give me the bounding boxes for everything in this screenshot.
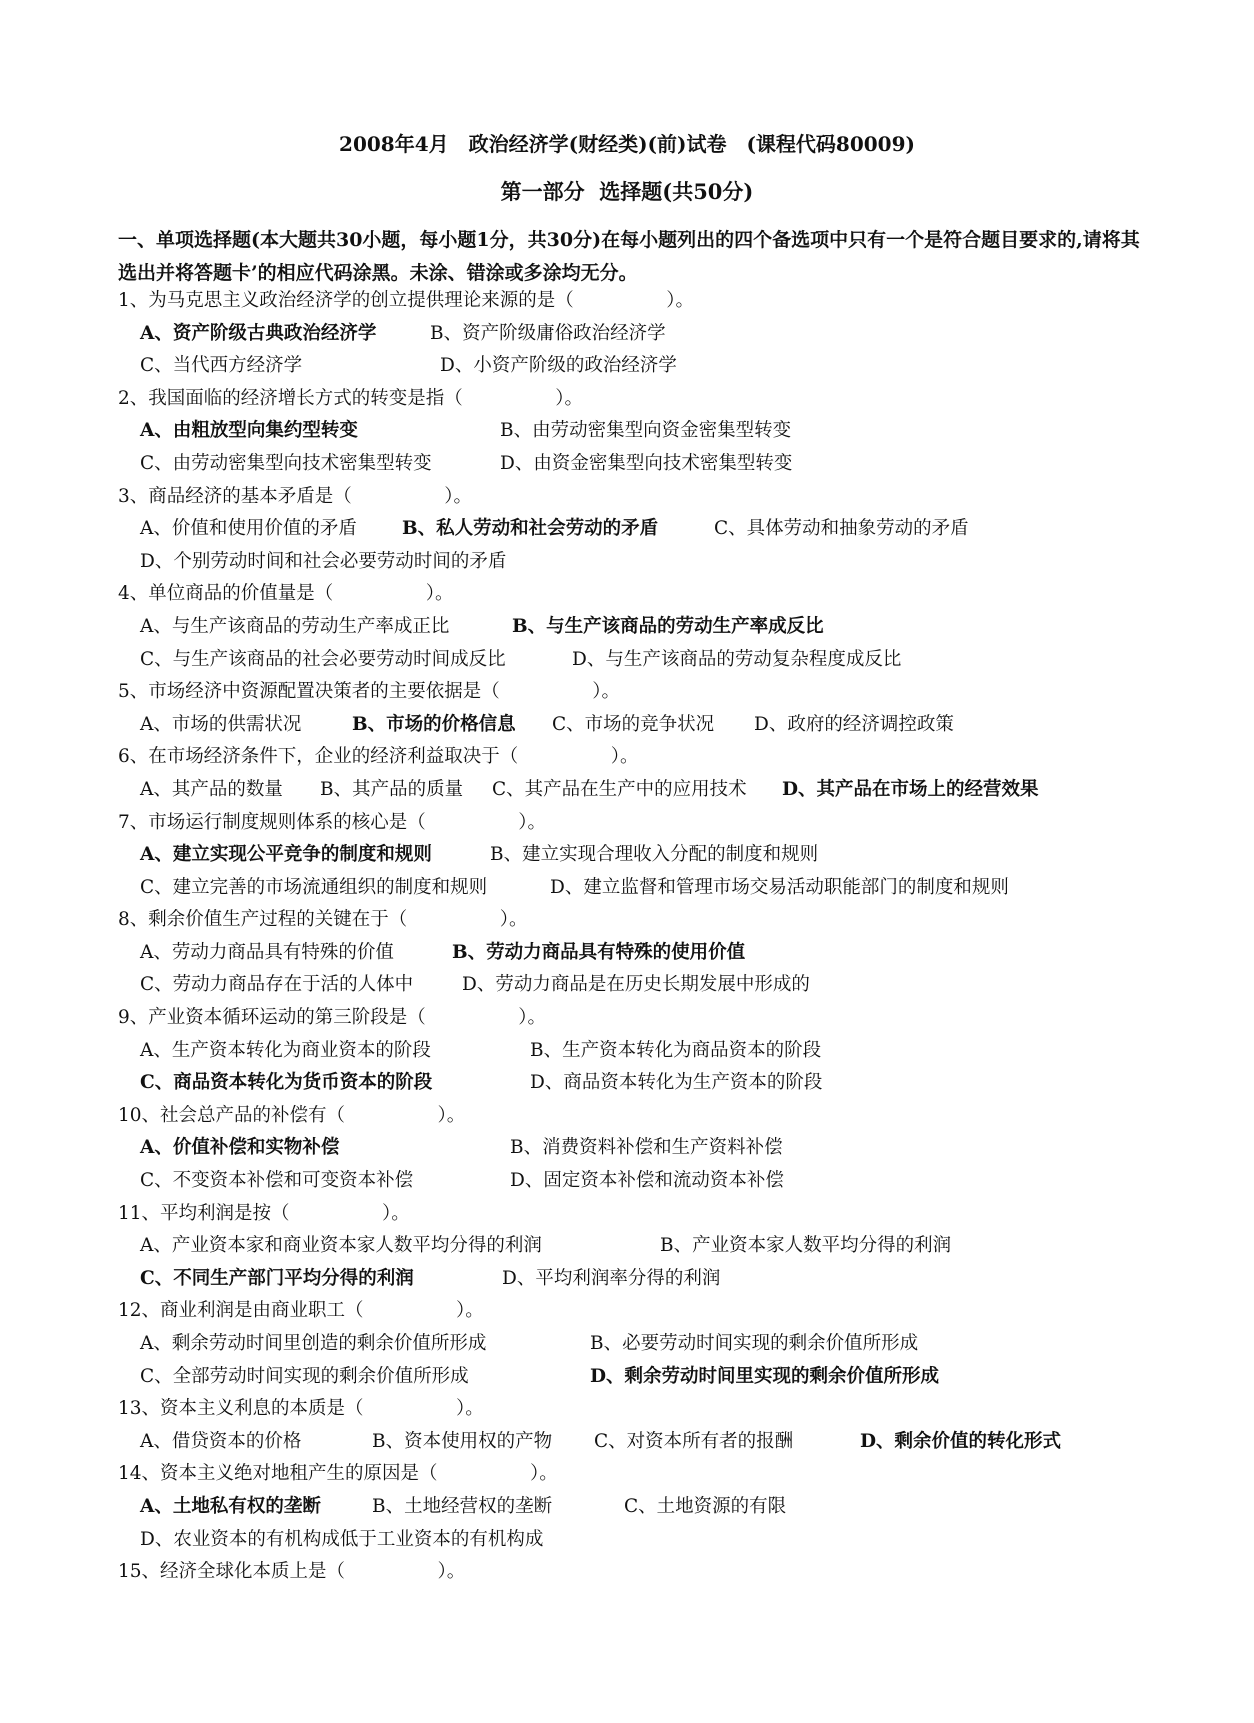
answer-option: B、其产品的质量 [320,778,464,800]
option-row [118,872,1148,905]
question-11 [118,1198,1148,1296]
question-7 [118,807,1148,905]
option-row [118,937,1148,970]
question-stem: 1、为马克思主义政治经济学的创立提供理论来源的是（ ）。 [118,290,695,311]
option-row [118,1263,1148,1296]
answer-option: B、生产资本转化为商品资本的阶段 [530,1039,822,1061]
option-row [118,1361,1148,1394]
question-2 [118,383,1148,481]
option-row [118,611,1148,644]
answer-option: A、与生产该商品的劳动生产率成正比 [140,615,450,637]
answer-option: D、个别劳动时间和社会必要劳动时间的矛盾 [140,550,507,572]
answer-option: D、由资金密集型向技术密集型转变 [500,452,793,474]
answer-option: D、商品资本转化为生产资本的阶段 [530,1072,823,1094]
answer-option-correct: A、土地私有权的垄断 [140,1495,321,1517]
option-row [118,318,1148,351]
question-stem: 12、商业利润是由商业职工（ ）。 [118,1300,484,1322]
answer-option: A、借贷资本的价格 [140,1430,302,1452]
option-row [118,350,1148,383]
answer-option-correct: A、价值补偿和实物补偿 [140,1137,340,1159]
option-row [118,415,1148,448]
answer-option-correct: B、与生产该商品的劳动生产率成反比 [512,615,824,637]
section-instructions: 一、单项选择题(本大题共30小题，每小题1分，共30分)在每小题列出的四个备选项中只有一个是符合题目要求的,请将其选出并将答题卡’的相应代码涂黑。未涂、错涂或多涂均无分。 [118,229,1140,284]
answer-option: D、小资产阶级的政治经济学 [440,355,677,377]
answer-option: A、生产资本转化为商业资本的阶段 [140,1039,431,1061]
option-row [118,1035,1148,1068]
question-stem: 8、剩余价值生产过程的关键在于（ ）。 [118,909,528,931]
option-row [118,1230,1148,1263]
question-stem: 15、经济全球化本质上是（ ）。 [118,1561,466,1583]
answer-option: C、建立完善的市场流通组织的制度和规则 [140,876,488,898]
question-9 [118,1002,1148,1100]
answer-option-correct: B、市场的价格信息 [352,713,516,735]
answer-option: C、土地资源的有限 [624,1495,787,1517]
answer-option: C、其产品在生产中的应用技术 [492,778,747,800]
answer-option: C、劳动力商品存在于活的人体中 [140,974,414,996]
question-1 [118,285,1148,383]
question-stem: 7、市场运行制度规则体系的核心是（ ）。 [118,811,547,833]
answer-option: C、不变资本补偿和可变资本补偿 [140,1170,414,1192]
question-stem: 13、资本主义利息的本质是（ ）。 [118,1398,484,1420]
question-stem: 3、商品经济的基本矛盾是（ ）。 [118,485,473,507]
answer-option: B、消费资料补偿和生产资料补偿 [510,1137,783,1159]
answer-option: C、市场的竞争状况 [552,713,715,735]
answer-option-correct: D、其产品在市场上的经营效果 [782,778,1039,800]
option-row [118,1426,1148,1459]
part-heading: 第一部分 选择题(共50分) [500,179,754,204]
answer-option: C、与生产该商品的社会必要劳动时间成反比 [140,648,506,670]
answer-option: B、建立实现合理收入分配的制度和规则 [490,844,819,866]
option-row [118,774,1148,807]
answer-option: C、由劳动密集型向技术密集型转变 [140,452,432,474]
answer-option: B、资本使用权的产物 [372,1430,553,1452]
option-row [118,1328,1148,1361]
question-8 [118,904,1148,1002]
option-row [118,1491,1148,1524]
answer-option: A、市场的供需状况 [140,713,302,735]
question-stem: 4、单位商品的价值量是（ ）。 [118,583,454,605]
option-row [118,448,1148,481]
answer-option: D、劳动力商品是在历史长期发展中形成的 [462,974,810,996]
answer-option: A、劳动力商品具有特殊的价值 [140,941,394,963]
answer-option: A、其产品的数量 [140,778,283,800]
exam-title: 2008年4月 政治经济学(财经类)(前)试卷 (课程代码80009) [339,132,915,156]
option-row [118,1067,1148,1100]
answer-option: C、当代西方经济学 [140,355,303,377]
answer-option-correct: B、劳动力商品具有特殊的使用价值 [452,941,746,963]
answer-option: C、对资本所有者的报酬 [594,1430,794,1452]
question-list [118,285,1148,1589]
answer-option-correct: C、商品资本转化为货币资本的阶段 [140,1072,433,1094]
question-15 [118,1556,1148,1589]
answer-option: D、平均利润率分得的利润 [502,1267,721,1289]
question-stem: 5、市场经济中资源配置决策者的主要依据是（ ）。 [118,681,621,703]
answer-option-correct: D、剩余劳动时间里实现的剩余价值所形成 [590,1365,940,1387]
answer-option: D、建立监督和管理市场交易活动职能部门的制度和规则 [550,876,1009,898]
question-10 [118,1100,1148,1198]
answer-option: A、剩余劳动时间里创造的剩余价值所形成 [140,1333,487,1354]
question-stem: 2、我国面临的经济增长方式的转变是指（ ）。 [118,387,584,409]
answer-option: B、土地经营权的垄断 [372,1495,553,1517]
answer-option-correct: A、建立实现公平竞争的制度和规则 [140,844,432,866]
answer-option: D、政府的经济调控政策 [754,713,954,735]
option-row [118,513,1148,546]
answer-option: C、具体劳动和抽象劳动的矛盾 [714,518,969,540]
option-row [118,969,1148,1002]
option-row [118,644,1148,677]
question-3 [118,481,1148,579]
answer-option: A、价值和使用价值的矛盾 [140,518,357,540]
answer-option: D、与生产该商品的劳动复杂程度成反比 [572,648,902,670]
question-stem: 14、资本主义绝对地租产生的原因是（ ）。 [118,1463,558,1485]
question-14 [118,1458,1148,1556]
answer-option: B、由劳动密集型向资金密集型转变 [500,420,792,442]
answer-option: D、固定资本补偿和流动资本补偿 [510,1170,784,1192]
answer-option-correct: A、资产阶级古典政治经济学 [140,322,377,344]
question-12 [118,1295,1148,1393]
answer-option: A、产业资本家和商业资本家人数平均分得的利润 [140,1235,542,1257]
answer-option-correct: B、私人劳动和社会劳动的矛盾 [402,518,659,540]
question-6 [118,741,1148,806]
answer-option: B、资产阶级庸俗政治经济学 [430,322,666,344]
question-stem: 11、平均利润是按（ ）。 [118,1202,410,1224]
option-row [118,839,1148,872]
option-row [118,1165,1148,1198]
answer-option-correct: C、不同生产部门平均分得的利润 [140,1267,414,1289]
answer-option-correct: D、剩余价值的转化形式 [860,1430,1062,1452]
answer-option: B、必要劳动时间实现的剩余价值所形成 [590,1333,919,1354]
option-row [118,546,1148,579]
question-stem: 6、在市场经济条件下，企业的经济利益取决于（ ）。 [118,746,639,768]
question-4 [118,578,1148,676]
question-5 [118,676,1148,741]
answer-option: D、农业资本的有机构成低于工业资本的有机构成 [140,1528,544,1550]
option-row [118,1524,1148,1557]
option-row [118,709,1148,742]
answer-option-correct: A、由粗放型向集约型转变 [140,420,358,442]
question-stem: 10、社会总产品的补偿有（ ）。 [118,1104,466,1126]
answer-option: B、产业资本家人数平均分得的利润 [660,1235,952,1257]
question-13 [118,1393,1148,1458]
question-stem: 9、产业资本循环运动的第三阶段是（ ）。 [118,1007,547,1029]
answer-option: C、全部劳动时间实现的剩余价值所形成 [140,1365,469,1387]
option-row [118,1132,1148,1165]
